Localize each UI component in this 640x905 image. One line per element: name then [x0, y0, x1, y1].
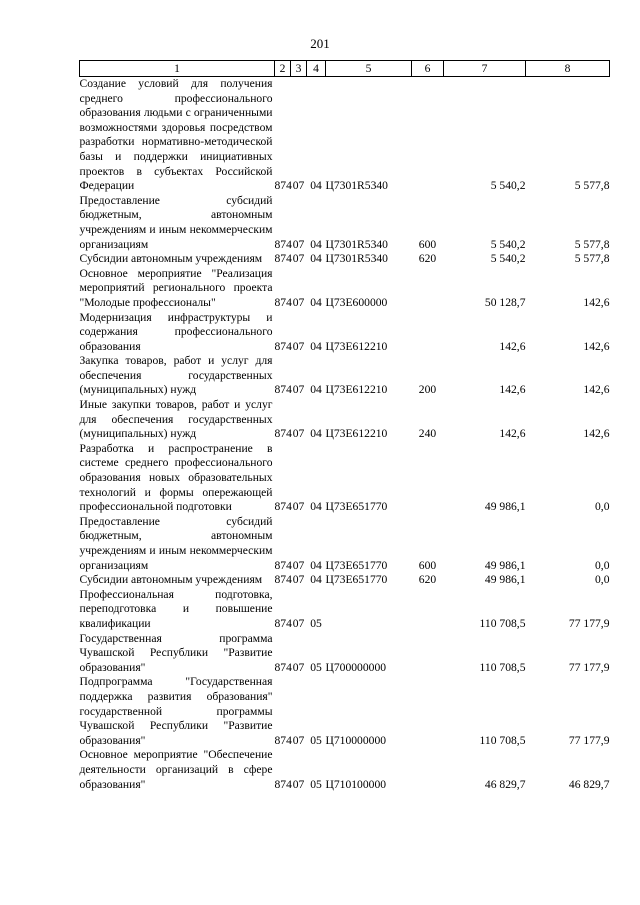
amount-year-1: 142,6 [499, 339, 526, 353]
ministry-code: 874 [274, 383, 292, 397]
column-header: 3 [291, 61, 307, 77]
row-name: Закупка товаров, работ и услуг для обеспечения государственных (муниципальных) нужд [79, 354, 273, 397]
expense-type-code: 600 [418, 558, 437, 572]
target-article-code: Ц73E600000 [325, 295, 388, 309]
column-header: 2 [275, 61, 291, 77]
target-article-code: Ц73E651770 [325, 500, 388, 514]
table-row [80, 311, 610, 355]
expense-type-code: 240 [418, 427, 437, 441]
table-body [80, 77, 610, 793]
amount-year-1: 5 540,2 [490, 252, 526, 266]
expense-type-code: 620 [418, 252, 437, 266]
expense-type-code: 200 [418, 383, 437, 397]
target-article-code: Ц73E612210 [325, 339, 388, 353]
target-article-code: Ц7301R5340 [325, 252, 388, 266]
subsection-code: 04 [310, 237, 322, 251]
amount-year-2: 77 177,9 [568, 733, 610, 747]
subsection-code: 04 [310, 179, 322, 193]
column-header-row [80, 61, 610, 77]
ministry-code: 874 [274, 500, 292, 514]
expense-type-code [412, 675, 444, 748]
section-code: 07 [292, 777, 305, 791]
column-header: 7 [444, 61, 526, 77]
row-name: Создание условий для получения среднего профессионального образования людьми с ограниченными возможностями здоровья посредством разработки нормативно-методической базы и поддержки инициативных проектов в субъектах Российской Федерации [79, 77, 273, 193]
amount-year-1: 50 128,7 [484, 295, 526, 309]
target-article-code: Ц73E612210 [325, 383, 388, 397]
row-name: Разработка и распространение в системе среднего профессионального образования новых образовательных технологий и формы опережающей профессиональной подготовки [79, 441, 273, 514]
amount-year-2: 142,6 [583, 427, 610, 441]
table-row [80, 632, 610, 676]
subsection-code: 05 [310, 733, 322, 747]
section-code: 07 [292, 616, 305, 630]
amount-year-2: 0,0 [595, 500, 610, 514]
table-row [80, 267, 610, 311]
amount-year-2: 5 577,8 [574, 252, 610, 266]
ministry-code: 874 [274, 616, 292, 630]
target-article-code: Ц73E651770 [325, 573, 388, 587]
subsection-code: 05 [310, 616, 322, 630]
amount-year-1: 142,6 [499, 427, 526, 441]
row-name: Основное мероприятие "Реализация мероприятий регионального проекта "Молодые профессионалы" [79, 266, 273, 309]
amount-year-1: 5 540,2 [490, 237, 526, 251]
section-code: 07 [292, 237, 305, 251]
amount-year-2: 46 829,7 [568, 777, 610, 791]
column-header: 8 [526, 61, 610, 77]
amount-year-2: 0,0 [595, 573, 610, 587]
amount-year-2: 0,0 [595, 558, 610, 572]
ministry-code: 874 [274, 252, 292, 266]
section-code: 07 [292, 295, 305, 309]
subsection-code: 05 [310, 777, 322, 791]
amount-year-2: 77 177,9 [568, 660, 610, 674]
section-code: 07 [292, 733, 305, 747]
amount-year-1: 110 708,5 [479, 660, 526, 674]
section-code: 07 [292, 252, 305, 266]
row-name: Профессиональная подготовка, переподготовка и повышение квалификации [79, 587, 273, 630]
row-name: Субсидии автономным учреждениям [79, 252, 263, 266]
section-code: 07 [292, 558, 305, 572]
ministry-code: 874 [274, 427, 292, 441]
section-code: 07 [292, 573, 305, 587]
row-name: Субсидии автономным учреждениям [79, 573, 263, 587]
target-article-code: Ц710100000 [325, 777, 387, 791]
amount-year-2: 5 577,8 [574, 179, 610, 193]
ministry-code: 874 [274, 777, 292, 791]
ministry-code: 874 [274, 733, 292, 747]
table-row [80, 573, 610, 588]
subsection-code: 04 [310, 500, 322, 514]
ministry-code: 874 [274, 660, 292, 674]
amount-year-2: 77 177,9 [568, 616, 610, 630]
table-row [80, 748, 610, 792]
amount-year-1: 46 829,7 [484, 777, 526, 791]
expense-type-code [412, 632, 444, 676]
subsection-code: 04 [310, 252, 322, 266]
row-name: Основное мероприятие "Обеспечение деятельности организаций в сфере образования" [79, 748, 273, 791]
table-row [80, 354, 610, 398]
row-name: Предоставление субсидий бюджетным, автономным учреждениям и иным некоммерческим организациям [79, 193, 273, 251]
amount-year-1: 49 986,1 [484, 573, 526, 587]
subsection-code: 04 [310, 383, 322, 397]
ministry-code: 874 [274, 573, 292, 587]
section-code: 07 [292, 427, 305, 441]
subsection-code: 04 [310, 558, 322, 572]
amount-year-2: 142,6 [583, 295, 610, 309]
target-article-code [326, 588, 412, 632]
amount-year-2: 5 577,8 [574, 237, 610, 251]
row-name: Модернизация инфраструктуры и содержания профессионального образования [79, 310, 273, 353]
target-article-code: Ц7301R5340 [325, 179, 388, 193]
amount-year-1: 110 708,5 [479, 616, 526, 630]
amount-year-1: 5 540,2 [490, 179, 526, 193]
subsection-code: 04 [310, 427, 322, 441]
section-code: 07 [292, 339, 305, 353]
expense-type-code [412, 442, 444, 515]
column-header: 6 [412, 61, 444, 77]
amount-year-1: 110 708,5 [479, 733, 526, 747]
row-name: Государственная программа Чувашской Республики "Развитие образования" [79, 631, 273, 674]
table-row [80, 588, 610, 632]
subsection-code: 04 [310, 573, 322, 587]
column-header: 1 [80, 61, 275, 77]
table-row [80, 252, 610, 267]
ministry-code: 874 [274, 339, 292, 353]
row-name: Подпрограмма "Государственная поддержка развития образования" государственной программы Чувашской Республики "Развитие образования" [79, 675, 273, 747]
table-row [80, 515, 610, 573]
expense-type-code [412, 267, 444, 311]
column-header: 5 [326, 61, 412, 77]
ministry-code: 874 [274, 237, 292, 251]
target-article-code: Ц710000000 [325, 733, 387, 747]
subsection-code: 04 [310, 295, 322, 309]
target-article-code: Ц73E651770 [325, 558, 388, 572]
expense-type-code [412, 588, 444, 632]
expense-type-code [412, 311, 444, 355]
amount-year-2: 142,6 [583, 383, 610, 397]
expense-type-code [412, 748, 444, 792]
expense-type-code [412, 77, 444, 194]
section-code: 07 [292, 383, 305, 397]
amount-year-1: 142,6 [499, 383, 526, 397]
table-row [80, 442, 610, 515]
ministry-code: 874 [274, 179, 292, 193]
column-header: 4 [307, 61, 326, 77]
target-article-code: Ц700000000 [325, 660, 387, 674]
amount-year-2: 142,6 [583, 339, 610, 353]
ministry-code: 874 [274, 558, 292, 572]
subsection-code: 04 [310, 339, 322, 353]
ministry-code: 874 [274, 295, 292, 309]
expense-type-code: 600 [418, 237, 437, 251]
expense-type-code: 620 [418, 573, 437, 587]
table-row [80, 675, 610, 748]
section-code: 07 [292, 179, 305, 193]
target-article-code: Ц73E612210 [325, 427, 388, 441]
table-row [80, 194, 610, 252]
table-row [80, 398, 610, 442]
subsection-code: 05 [310, 660, 322, 674]
section-code: 07 [292, 660, 305, 674]
row-name: Иные закупки товаров, работ и услуг для обеспечения государственных (муниципальных) нужд [79, 398, 273, 441]
budget-table [79, 60, 610, 792]
amount-year-1: 49 986,1 [484, 558, 526, 572]
table-row [80, 77, 610, 194]
section-code: 07 [292, 500, 305, 514]
row-name: Предоставление субсидий бюджетным, автономным учреждениям и иным некоммерческим организациям [79, 514, 273, 572]
target-article-code: Ц7301R5340 [325, 237, 388, 251]
amount-year-1: 49 986,1 [484, 500, 526, 514]
page-number: 201 [310, 36, 330, 51]
